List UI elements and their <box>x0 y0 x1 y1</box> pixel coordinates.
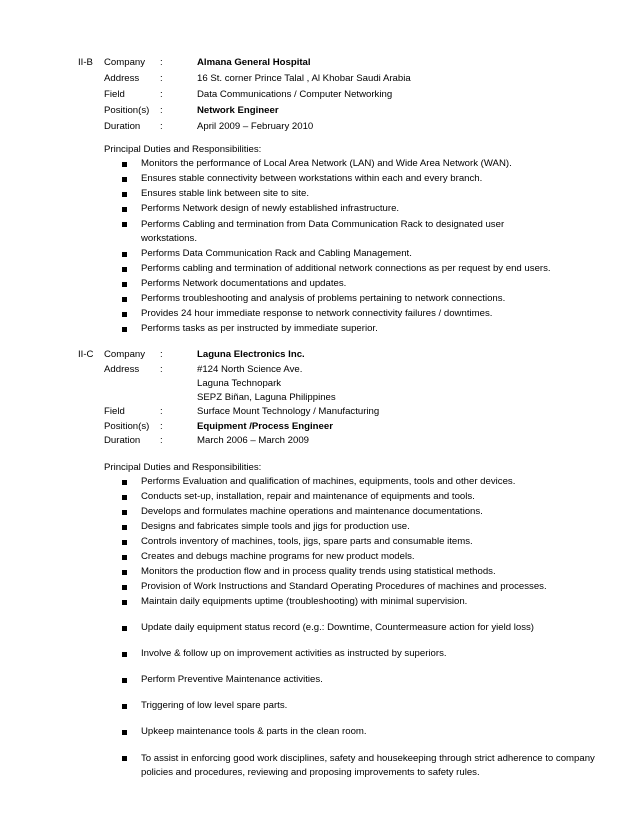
duty-item: Performs troubleshooting and analysis of problems pertaining to network connections. <box>141 293 506 304</box>
duty-item: Performs tasks as per instructed by immediate superior. <box>141 323 378 334</box>
position-title: Network Engineer <box>197 105 279 116</box>
colon: : <box>160 105 163 116</box>
duty-item: Monitors the performance of Local Area Network (LAN) and Wide Area Network (WAN). <box>141 158 512 169</box>
bullet-icon <box>122 312 127 317</box>
bullet-icon <box>122 297 127 302</box>
company-field: Data Communications / Computer Networking <box>197 89 393 100</box>
duty-item: Performs Cabling and termination from Data Communication Rack to designated user workstations. <box>141 219 505 244</box>
bullet-icon <box>122 495 127 500</box>
bullet-icon <box>122 252 127 257</box>
position-title: Equipment /Process Engineer <box>197 421 333 432</box>
duration-label: Duration <box>104 435 141 446</box>
bullet-icon <box>122 540 127 545</box>
bullet-icon <box>122 510 127 515</box>
field-label: Field <box>104 406 125 417</box>
bullet-icon <box>122 480 127 485</box>
bullet-icon <box>122 730 127 735</box>
company-address-line: SEPZ Biñan, Laguna Philippines <box>197 392 336 403</box>
bullet-icon <box>122 704 127 709</box>
duration-label: Duration <box>104 121 141 132</box>
duty-item: Performs cabling and termination of additional network connections as per request by end users. <box>141 263 551 274</box>
company-address-line: #124 North Science Ave. <box>197 364 303 375</box>
bullet-icon <box>122 192 127 197</box>
duty-item: Creates and debugs machine programs for new product models. <box>141 551 415 562</box>
bullet-icon <box>122 585 127 590</box>
colon: : <box>160 121 163 132</box>
company-address: 16 St. corner Prince Talal , Al Khobar Saudi Arabia <box>197 73 411 84</box>
colon: : <box>160 364 163 375</box>
duty-item: Monitors the production flow and in process quality trends using statistical methods. <box>141 566 496 577</box>
duty-item: Upkeep maintenance tools & parts in the clean room. <box>141 726 367 737</box>
field-label: Field <box>104 89 125 100</box>
duty-item: Performs Evaluation and qualification of machines, equipments, tools and other devices. <box>141 476 516 487</box>
bullet-icon <box>122 678 127 683</box>
bullet-icon <box>122 282 127 287</box>
bullet-icon <box>122 652 127 657</box>
colon: : <box>160 406 163 417</box>
bullet-icon <box>122 327 127 332</box>
duty-item: Triggering of low level spare parts. <box>141 700 288 711</box>
duty-item: Involve & follow up on improvement activities as instructed by superiors. <box>141 648 447 659</box>
colon: : <box>160 349 163 360</box>
duty-item: Conducts set-up, installation, repair and maintenance of equipments and tools. <box>141 491 475 502</box>
bullet-icon <box>122 570 127 575</box>
duty-item: Ensures stable link between site to site. <box>141 188 309 199</box>
colon: : <box>160 73 163 84</box>
colon: : <box>160 421 163 432</box>
company-label: Company <box>104 349 146 360</box>
section-id-c: II-C <box>78 349 94 360</box>
bullet-icon <box>122 525 127 530</box>
duty-item: Designs and fabricates simple tools and jigs for production use. <box>141 521 410 532</box>
address-label: Address <box>104 364 140 375</box>
bullet-icon <box>122 626 127 631</box>
duty-item: Performs Network design of newly established infrastructure. <box>141 203 400 214</box>
duty-item: Provision of Work Instructions and Standard Operating Procedures of machines and processes. <box>141 581 547 592</box>
bullet-icon <box>122 177 127 182</box>
duties-heading: Principal Duties and Responsibilities: <box>104 144 262 155</box>
bullet-icon <box>122 600 127 605</box>
position-label: Position(s) <box>104 105 150 116</box>
employment-duration: March 2006 – March 2009 <box>197 435 309 446</box>
colon: : <box>160 435 163 446</box>
duty-item: Update daily equipment status record (e.g.: Downtime, Countermeasure action for yield loss) <box>141 622 534 633</box>
duty-item: Perform Preventive Maintenance activities. <box>141 674 323 685</box>
duties-heading: Principal Duties and Responsibilities: <box>104 462 262 473</box>
duty-item: To assist in enforcing good work disciplines, safety and housekeeping through strict adherence to company policies and procedures, reviewing and proposing improvements to safety rules. <box>141 753 595 778</box>
bullet-icon <box>122 222 127 227</box>
bullet-icon <box>122 555 127 560</box>
duty-item: Develops and formulates machine operations and maintenance documentations. <box>141 506 483 517</box>
section-id-b: II-B <box>78 57 93 68</box>
company-label: Company <box>104 57 146 68</box>
address-label: Address <box>104 73 140 84</box>
duty-item: Controls inventory of machines, tools, jigs, spare parts and consumable items. <box>141 536 473 547</box>
colon: : <box>160 89 163 100</box>
bullet-icon <box>122 267 127 272</box>
colon: : <box>160 57 163 68</box>
position-label: Position(s) <box>104 421 150 432</box>
company-address-line: Laguna Technopark <box>197 378 282 389</box>
company-name: Laguna Electronics Inc. <box>197 349 305 360</box>
duty-item: Performs Data Communication Rack and Cabling Management. <box>141 248 412 259</box>
bullet-icon <box>122 756 127 761</box>
duty-item: Provides 24 hour immediate response to network connectivity failures / downtimes. <box>141 308 493 319</box>
bullet-icon <box>122 207 127 212</box>
company-field: Surface Mount Technology / Manufacturing <box>197 406 380 417</box>
bullet-icon <box>122 162 127 167</box>
duty-item: Ensures stable connectivity between workstations within each and every branch. <box>141 173 483 184</box>
duty-item: Performs Network documentations and updates. <box>141 278 347 289</box>
employment-duration: April 2009 – February 2010 <box>197 121 314 132</box>
duty-item: Maintain daily equipments uptime (troubleshooting) with minimal supervision. <box>141 596 468 607</box>
company-name: Almana General Hospital <box>197 57 311 68</box>
